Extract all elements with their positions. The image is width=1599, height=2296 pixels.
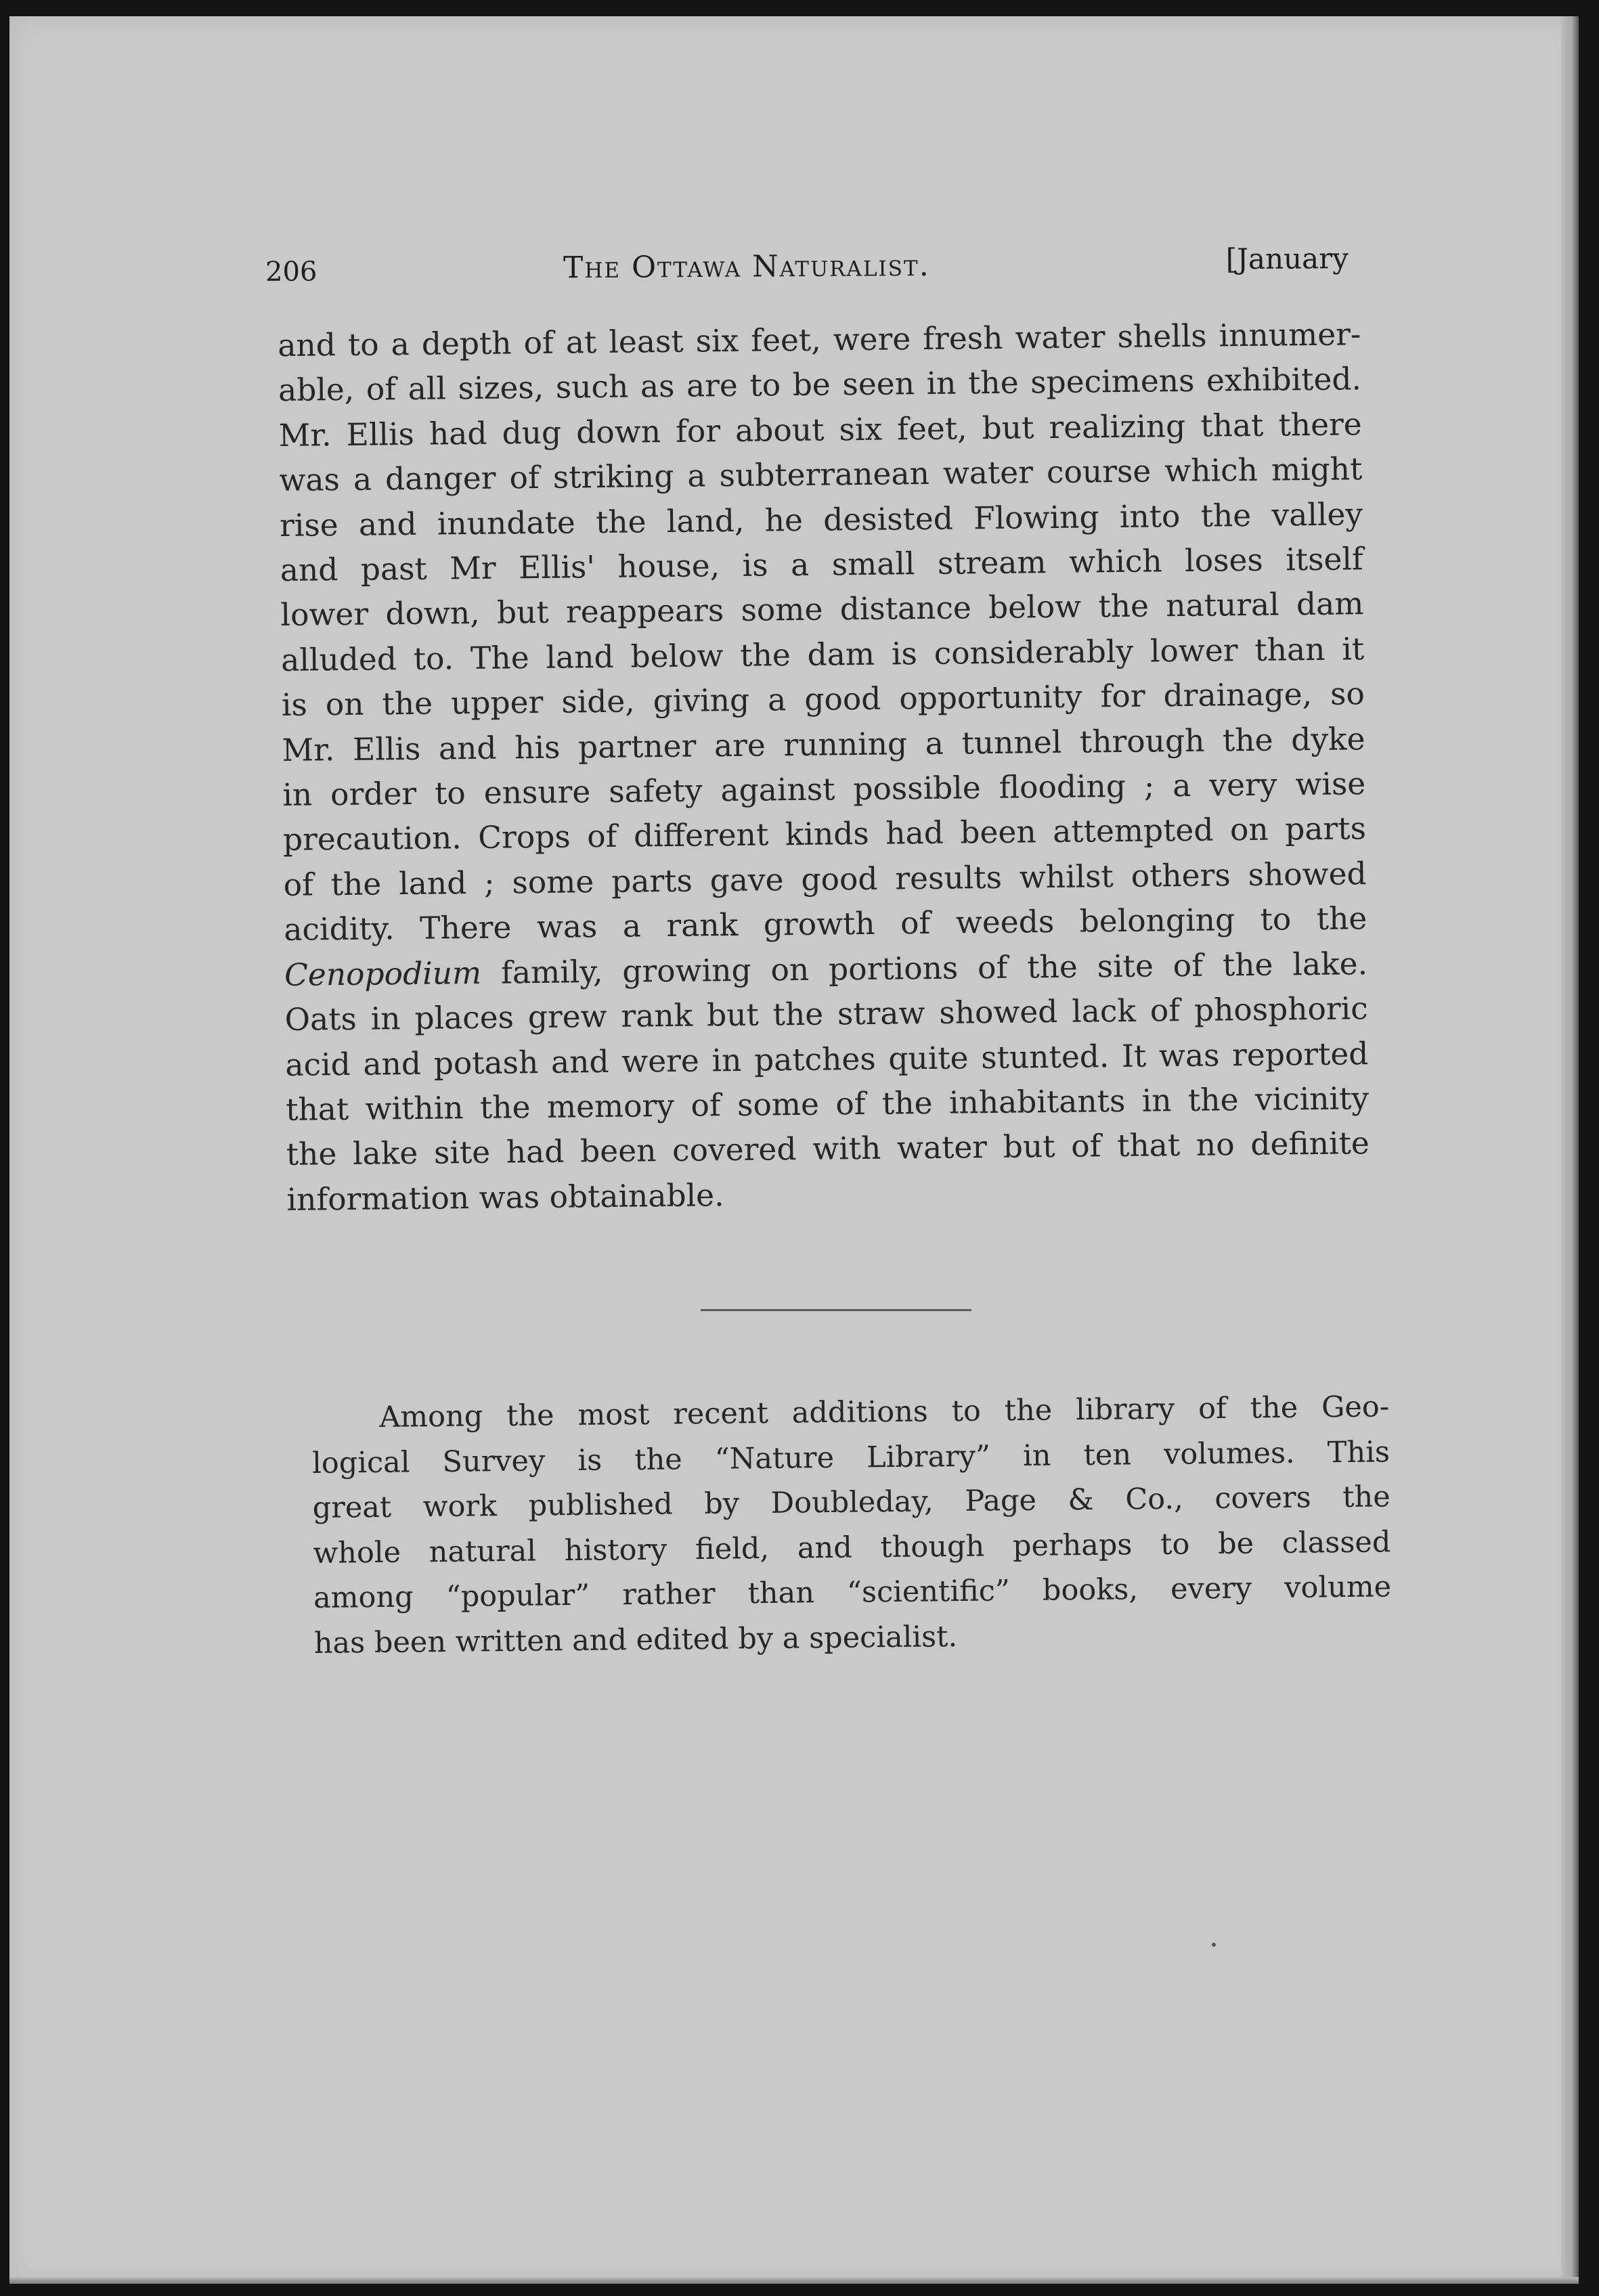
journal-title: The Ottawa Naturalist. xyxy=(563,248,930,286)
running-header xyxy=(265,242,1349,289)
article-line: is on the upper side, giving a good opportunity for drainage, so xyxy=(281,676,1365,724)
article-line-rest: family, growing on portions of the site of the lake. xyxy=(500,945,1368,991)
article-line: of the land ; some parts gave good results whilst others showed xyxy=(283,856,1367,903)
article-line: and past Mr Ellis' house, is a small stream which loses itself xyxy=(280,541,1364,589)
article-line: was a danger of striking a subterranean water course which might xyxy=(279,451,1363,499)
article-line: acidity. There was a rank growth of weeds belonging to the xyxy=(284,900,1367,948)
note-line: among “popular” rather than “scientific” books, every volume xyxy=(313,1570,1392,1615)
article-line: acid and potash and were in patches quite stunted. It was reported xyxy=(285,1035,1369,1083)
article-line: precaution. Crops of different kinds had been attempted on parts xyxy=(282,810,1367,858)
article-line: that within the memory of some of the inhabitants in the vicinity xyxy=(285,1080,1370,1128)
note-line: whole natural history field, and though perhaps to be classed xyxy=(313,1524,1391,1570)
article-line: the lake site had been covered with water but of that no definite xyxy=(286,1125,1370,1173)
italic-genus-name: Cenopodium xyxy=(284,954,482,993)
scan-speck xyxy=(1212,1943,1216,1947)
article-line: information was obtainable. xyxy=(286,1176,724,1218)
article-line: and to a depth of at least six feet, were fresh water shells innumer- xyxy=(278,316,1361,363)
article-line: lower down, but reappears some distance below the natural dam xyxy=(280,586,1364,634)
note-line: has been written and edited by a specialist. xyxy=(313,1619,958,1660)
article-line: able, of all sizes, such as are to be seen in the specimens exhibited. xyxy=(278,361,1362,409)
article-line: alluded to. The land below the dam is considerably lower than it xyxy=(280,631,1365,678)
page-edge-bottom xyxy=(9,2277,1579,2284)
page-number: 206 xyxy=(265,256,317,288)
article-line: rise and inundate the land, he desisted Flowing into the valley xyxy=(279,495,1363,544)
article-line: in order to ensure safety against possible flooding ; a very wise xyxy=(282,766,1366,814)
library-note-paragraph xyxy=(311,1384,1392,1666)
article-line: Mr. Ellis and his partner are running a tunnel through the dyke xyxy=(282,720,1365,768)
article-line: Oats in places grew rank but the straw showed lack of phosphoric xyxy=(284,990,1368,1038)
note-line: logical Survey is the “Nature Library” in ten volumes. This xyxy=(311,1434,1390,1480)
issue-month: [January xyxy=(1225,242,1349,276)
page-edge-right xyxy=(1561,16,1579,2284)
article-paragraph xyxy=(278,312,1370,1222)
article-line: Mr. Ellis had dug down for about six feet, but realizing that there xyxy=(278,406,1362,454)
note-line: Among the most recent additions to the library of the Geo- xyxy=(379,1390,1390,1434)
note-line: great work published by Doubleday, Page & Co., covers the xyxy=(312,1480,1390,1525)
section-divider xyxy=(701,1309,971,1311)
